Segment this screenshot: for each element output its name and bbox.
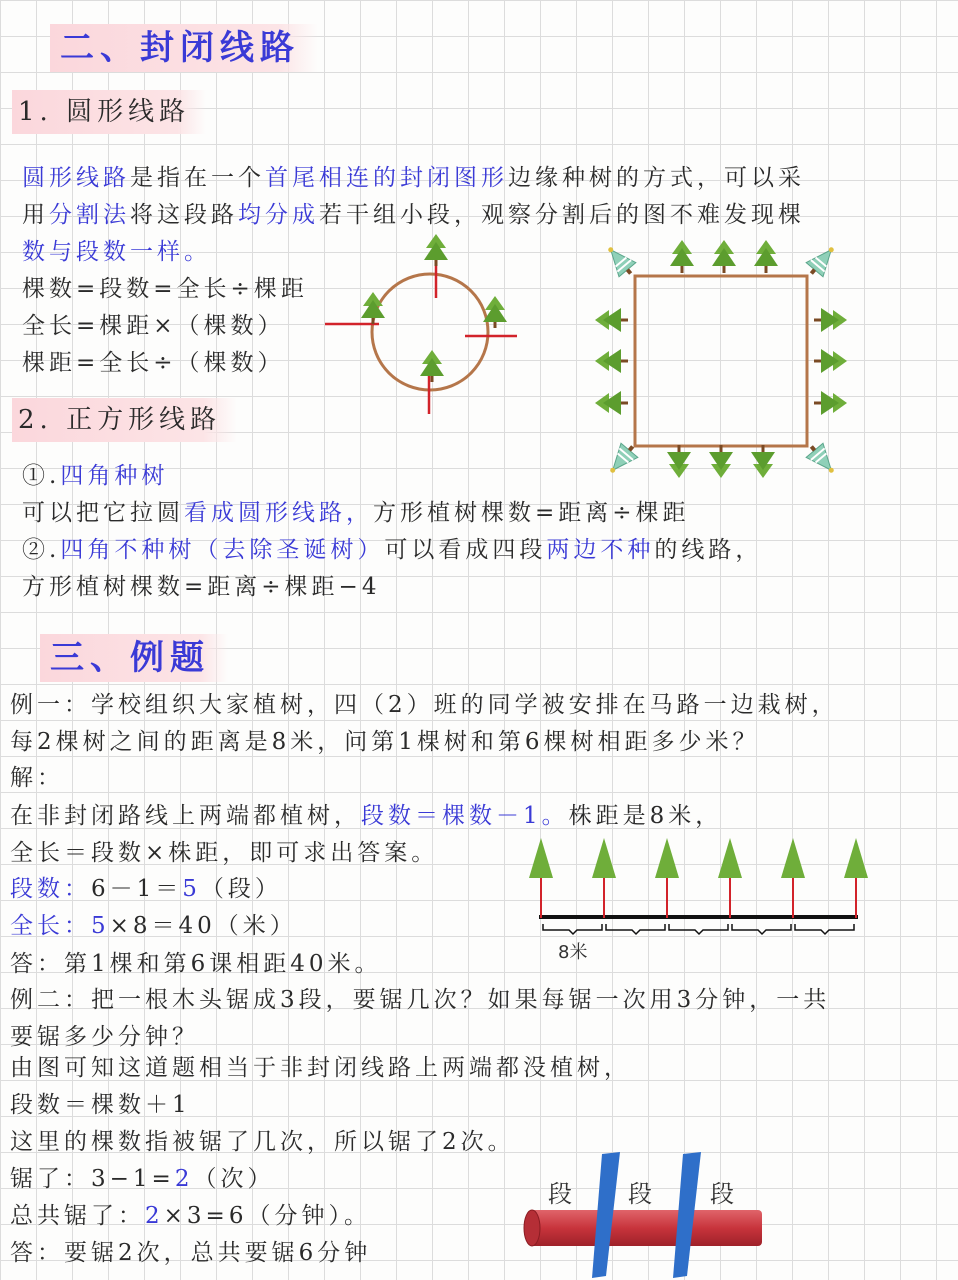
tree-icon (814, 391, 847, 415)
square-route-diagram (595, 232, 850, 482)
tree-icon (595, 349, 628, 373)
term-equal-split: 均分成 (238, 202, 319, 228)
formula-3: 棵距=全长÷（棵数） (22, 350, 285, 376)
road-trees-diagram (525, 836, 870, 966)
tree-icon (844, 838, 868, 918)
example-2-step-4: 锯了：3−1=2（次） (10, 1166, 275, 1192)
tree-icon (595, 308, 628, 332)
tree-icon (361, 292, 385, 324)
term-circle-route: 圆形线路 (22, 165, 130, 191)
example-2-step-1: 由图可知这道题相当于非封闭线路上两端都没植树， (10, 1055, 631, 1081)
section-title-examples: 三、例题 (40, 634, 228, 682)
tree-icon (814, 349, 847, 373)
case-1-text: 可以把它拉圆看成圆形线路，方形植树棵数=距离÷棵距 (22, 500, 690, 526)
square-route (635, 276, 807, 446)
example-1-question-line-1: 例一：学校组织大家植树，四（2）班的同学被安排在马路一边栽树， (10, 692, 839, 718)
section-title-closed-route: 二、封闭线路 (50, 24, 318, 72)
tree-icon (712, 240, 736, 273)
example-2-step-2: 段数＝棵数＋1 (10, 1092, 191, 1118)
case-1-title: 四角种树 (60, 463, 169, 489)
christmas-tree-icon (601, 241, 639, 281)
tree-icon (670, 240, 694, 273)
tree-icon (592, 838, 616, 918)
formula-1: 棵数=段数=全长÷棵距 (22, 276, 308, 302)
case-2-formula: 方形植树棵数=距离÷棵距−4 (22, 574, 381, 600)
tree-icon (655, 838, 679, 918)
segment-label: 段 (548, 1180, 572, 1208)
solution-label: 解： (10, 765, 64, 791)
case-2-title: 四角不种树（去除圣诞树） (60, 537, 385, 563)
formula-2: 全长=棵距×（棵数） (22, 313, 285, 339)
subtitle-square-route: 2. 正方形线路 (12, 398, 237, 442)
case-2-heading: ②.四角不种树（去除圣诞树）可以看成四段两边不种的线路， (22, 537, 763, 563)
example-1-answer: 答：第1棵和第6课相距40米。 (10, 951, 382, 977)
segment-label: 段 (710, 1180, 734, 1208)
log-end (524, 1210, 540, 1246)
tree-icon (754, 240, 778, 273)
subtitle-circle-route: 1. 圆形线路 (12, 90, 206, 134)
tree-icon (529, 838, 553, 918)
tree-icon (781, 838, 805, 918)
tree-icon (595, 391, 628, 415)
tree-icon (751, 445, 775, 478)
tree-icon (420, 350, 444, 382)
example-2-question-line-2: 要锯多少分钟？ (10, 1024, 199, 1050)
term-closed-shape: 首尾相连的封闭图形 (265, 165, 508, 191)
circle-desc-line-3: 数与段数一样。 (22, 239, 211, 265)
example-2-question-line-1: 例二：把一根木头锯成3段，要锯几次？如果每锯一次用3分钟，一共 (10, 987, 831, 1013)
example-1-question-line-2: 每2棵树之间的距离是8米，问第1棵树和第6棵树相距多少米？ (10, 729, 760, 755)
example-2-step-5: 总共锯了：2×3=6（分钟）。 (10, 1203, 371, 1229)
example-1-step-1: 在非封闭路线上两端都植树，段数＝棵数－1。株距是8米， (10, 803, 723, 829)
tree-icon (424, 234, 448, 266)
tree-icon (814, 308, 847, 332)
log-saw-diagram (520, 1150, 765, 1278)
segment-label: 段 (628, 1180, 652, 1208)
distance-label: 8米 (558, 942, 588, 963)
tree-icon (667, 445, 691, 478)
tree-icon (718, 838, 742, 918)
example-1-step-2: 全长＝段数×株距，即可求出答案。 (10, 840, 439, 866)
circle-desc-line-1: 圆形线路是指在一个首尾相连的封闭图形边缘种树的方式，可以采 (22, 165, 805, 191)
term-split-method: 分割法 (49, 202, 130, 228)
christmas-tree-icon (803, 439, 841, 479)
example-1-step-3: 段数：6－1＝5（段） (10, 876, 282, 902)
example-2-answer: 答：要锯2次，总共要锯6分钟 (10, 1240, 372, 1266)
circle-route-diagram (325, 228, 525, 418)
case-1-heading: ①.四角种树 (22, 463, 169, 489)
distance-braces (543, 924, 854, 934)
example-2-step-3: 这里的棵数指被锯了几次，所以锯了2次。 (10, 1129, 515, 1155)
log (530, 1210, 762, 1246)
christmas-tree-icon (803, 241, 841, 281)
circle-desc-line-2: 用分割法将这段路均分成若干组小段，观察分割后的图不难发现棵 (22, 202, 805, 228)
example-1-step-4: 全长：5×8＝40（米） (10, 913, 297, 939)
tree-icon (709, 445, 733, 478)
